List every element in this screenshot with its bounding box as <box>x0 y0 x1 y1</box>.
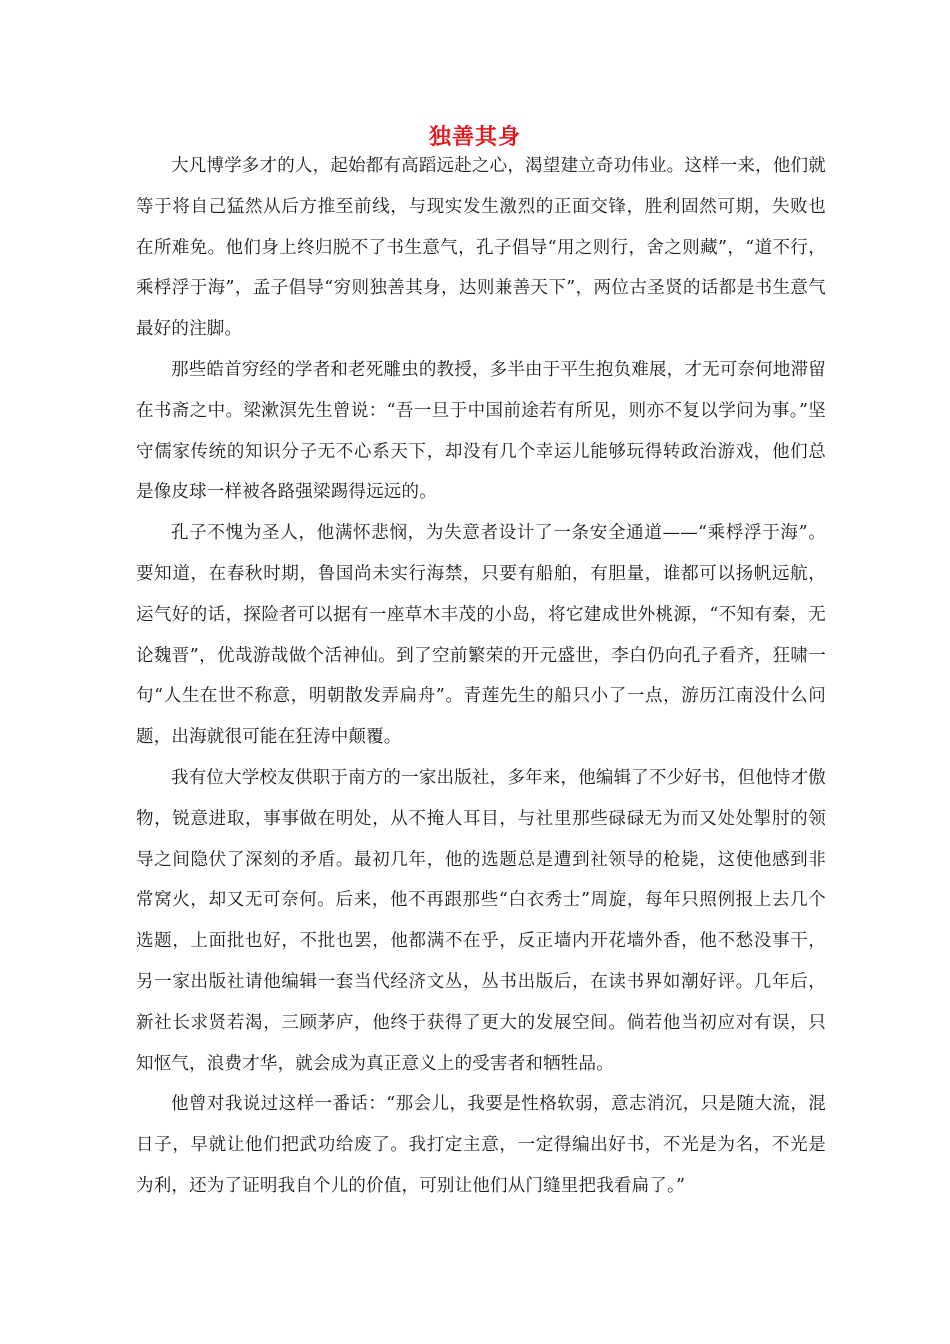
document-title: 独善其身 <box>428 124 521 150</box>
paragraph-3: 孔子不愧为圣人，他满怀悲悯，为失意者设计了一条安全通道——“乘桴浮于海”。要知道，在春秋时期，鲁国尚未实行海禁，只要有船舶，有胆量，谁都可以扬帆远航，运气好的话，探险者可以据有一座草木丰茂的小岛，将它建成世外桃源，“不知有秦，无论魏晋”，优哉游哉做个活神仙。到了空前繁荣的开元盛世，李白仍向孔子看齐，狂啸一句“人生在世不称意，明朝散发弄扁舟”。青莲先生的船只小了一点，游历江南没什么问题，出海就很可能在狂涛中颠覆。 <box>136 523 826 748</box>
document-body <box>136 146 826 1207</box>
paragraph-1: 大凡博学多才的人，起始都有高蹈远赴之心，渴望建立奇功伟业。这样一来，他们就等于将自己猛然从后方推至前线，与现实发生激烈的正面交锋，胜利固然可期，失败也在所难免。他们身上终归脱不了书生意气，孔子倡导“用之则行，舍之则藏”，“道不行，乘桴浮于海”，孟子倡导“穷则独善其身，达则兼善天下”，两位古圣贤的话都是书生意气最好的注脚。 <box>136 156 826 340</box>
paragraph-2: 那些皓首穷经的学者和老死雕虫的教授，多半由于平生抱负难展，才无可奈何地滞留在书斋之中。梁漱溟先生曾说：“吾一旦于中国前途若有所见，则亦不复以学问为事。”坚守儒家传统的知识分子无不心系天下，却没有几个幸运儿能够玩得转政治游戏，他们总是像皮球一样被各路强梁踢得远远的。 <box>136 359 826 503</box>
paragraph-4: 我有位大学校友供职于南方的一家出版社，多年来，他编辑了不少好书，但他恃才傲物，锐意进取，事事做在明处，从不掩人耳目，与社里那些碌碌无为而又处处掣肘的领导之间隐伏了深刻的矛盾。最初几年，他的选题总是遭到社领导的枪毙，这使他感到非常窝火，却又无可奈何。后来，他不再跟那些“白衣秀士”周旋，每年只照例报上去几个选题，上面批也好，不批也罢，他都满不在乎，反正墙内开花墙外香，他不愁没事干，另一家出版社请他编辑一套当代经济文丛，丛书出版后，在读书界如潮好评。几年后，新社长求贤若渴，三顾茅庐，他终于获得了更大的发展空间。倘若他当初应对有误，只知怄气，浪费才华，就会成为真正意义上的受害者和牺牲品。 <box>136 767 826 1074</box>
paragraph-5: 他曾对我说过这样一番话：“那会儿，我要是性格软弱，意志消沉，只是随大流，混日子，早就让他们把武功给废了。我打定主意，一定得编出好书，不光是为名，不光是为利，还为了证明我自个儿的价值，可别让他们从门缝里把我看扁了。” <box>136 1094 826 1196</box>
